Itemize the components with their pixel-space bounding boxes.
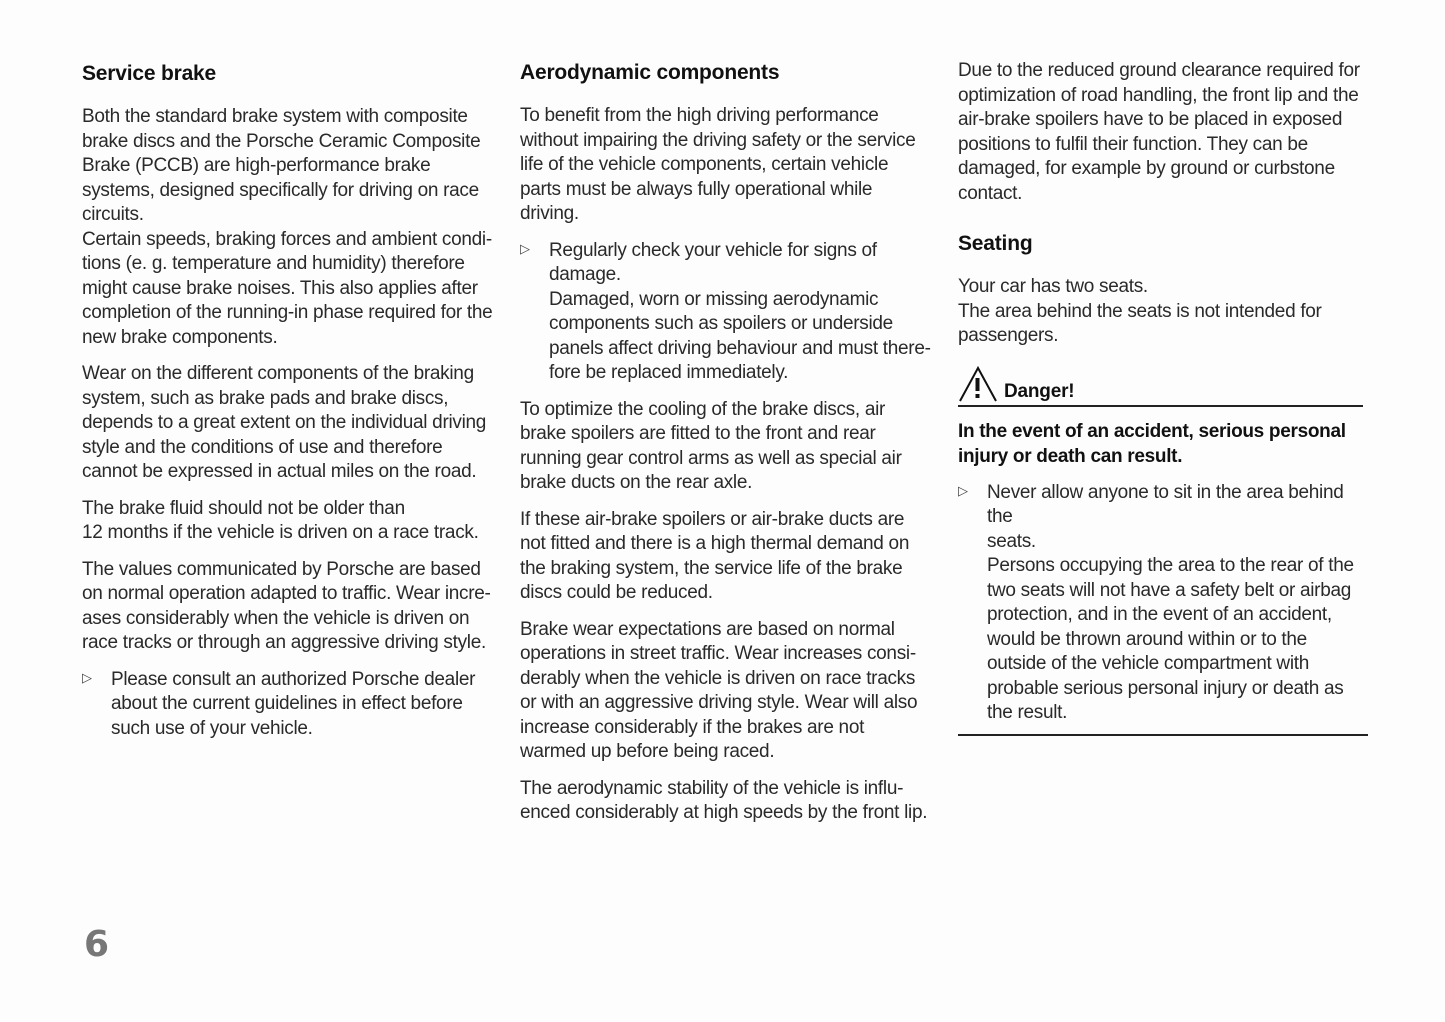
- text-line: life of the vehicle components, certain vehicle: [520, 154, 889, 175]
- text-line: To benefit from the high driving performance: [520, 105, 879, 126]
- text-line: not fitted and there is a high thermal demand on: [520, 533, 910, 554]
- bullet-triangle-icon: ▷: [520, 240, 530, 256]
- text-line: tions (e. g. temperature and humidity) therefore: [82, 253, 465, 274]
- text-line: the result.: [987, 702, 1068, 723]
- text-line: If these air-brake spoilers or air-brake ducts are: [520, 508, 905, 530]
- service-brake-paragraph-1: [82, 105, 497, 350]
- ground-clearance-paragraph: [958, 59, 1373, 206]
- text-line: might cause brake noises. This also applies after: [82, 277, 478, 299]
- danger-header: [958, 365, 1363, 407]
- page-number: 6: [84, 924, 110, 965]
- danger-warning-text: [958, 419, 1373, 469]
- aerodynamic-instruction: [520, 239, 935, 386]
- text-line: Both the standard brake system with composite: [82, 106, 468, 127]
- column-seating: [958, 0, 1373, 736]
- service-brake-heading: Service brake: [82, 62, 217, 85]
- seating-heading: Seating: [958, 232, 1033, 255]
- text-line: probable serious personal injury or death as: [987, 677, 1344, 699]
- text-line: brake spoilers are fitted to the front and rear: [520, 423, 876, 444]
- text-line: running gear control arms as well as special air: [520, 447, 902, 469]
- danger-end-rule: [958, 734, 1368, 736]
- text-line: 12 months if the vehicle is driven on a race track.: [82, 522, 479, 543]
- text-line: the braking system, the service life of the brake: [520, 557, 903, 579]
- text-line: Certain speeds, braking forces and ambient condi-: [82, 228, 492, 250]
- column-service-brake: [82, 0, 497, 741]
- text-line: In the event of an accident, serious personal: [958, 420, 1346, 442]
- text-line: system, such as brake pads and brake discs,: [82, 387, 449, 409]
- text-line: positions to fulfil their function. They can be: [958, 133, 1308, 155]
- text-line: passengers.: [958, 325, 1059, 346]
- aerodynamic-paragraph-4: [520, 618, 935, 765]
- text-line: optimization of road handling, the front lip and the: [958, 84, 1359, 106]
- text-line: brake discs and the Porsche Ceramic Composite: [82, 130, 481, 152]
- text-line: increase considerably if the brakes are not: [520, 716, 865, 738]
- text-line: cannot be expressed in actual miles on the road.: [82, 461, 477, 482]
- text-line: new brake components.: [82, 326, 278, 348]
- text-line: fore be replaced immediately.: [549, 362, 789, 383]
- seating-paragraph: [958, 275, 1373, 349]
- text-line: race tracks or through an aggressive driving style.: [82, 632, 486, 653]
- text-line: style and the conditions of use and therefore: [82, 436, 443, 458]
- aerodynamic-paragraph-5: [520, 777, 935, 826]
- text-line: The aerodynamic stability of the vehicle is influ-: [520, 777, 904, 799]
- service-brake-paragraph-3: [82, 497, 497, 546]
- column-aerodynamic: [520, 0, 935, 826]
- text-line: To optimize the cooling of the brake discs, air: [520, 398, 886, 420]
- text-line: The area behind the seats is not intended for: [958, 300, 1322, 322]
- service-brake-instruction: [82, 668, 497, 742]
- text-line: about the current guidelines in effect before: [111, 693, 463, 714]
- text-line: components such as spoilers or underside: [549, 313, 893, 334]
- text-line: Damaged, worn or missing aerodynamic: [549, 288, 879, 310]
- text-line: driving.: [520, 203, 579, 224]
- service-brake-paragraph-2: [82, 362, 497, 485]
- bullet-triangle-icon: ▷: [958, 482, 968, 498]
- aerodynamic-heading: Aerodynamic components: [520, 61, 780, 84]
- text-line: completion of the running-in phase required for the: [82, 302, 493, 323]
- text-line: such use of your vehicle.: [111, 717, 313, 739]
- text-line: derably when the vehicle is driven on race tracks: [520, 667, 916, 689]
- text-line: enced considerably at high speeds by the front lip.: [520, 802, 928, 823]
- text-line: ases considerably when the vehicle is driven on: [82, 607, 470, 629]
- text-line: brake ducts on the rear axle.: [520, 472, 753, 493]
- text-line: The values communicated by Porsche are based: [82, 558, 481, 580]
- text-line: Due to the reduced ground clearance required for: [958, 60, 1360, 81]
- aerodynamic-paragraph-1: [520, 104, 935, 227]
- text-line: Regularly check your vehicle for signs of: [549, 239, 877, 261]
- bullet-triangle-icon: ▷: [82, 669, 92, 685]
- text-line: outside of the vehicle compartment with: [987, 653, 1310, 674]
- text-line: parts must be always fully operational while: [520, 178, 873, 200]
- text-line: Brake (PCCB) are high-performance brake: [82, 155, 431, 176]
- text-line: depends to a great extent on the individual driving: [82, 412, 487, 433]
- text-line: air-brake spoilers have to be placed in exposed: [958, 109, 1343, 130]
- text-line: warmed up before being raced.: [520, 741, 775, 762]
- text-line: Your car has two seats.: [958, 276, 1148, 297]
- text-line: without impairing the driving safety or the service: [520, 129, 916, 151]
- text-line: would be thrown around within or to the: [987, 628, 1307, 650]
- text-line: systems, designed specifically for driving on race: [82, 179, 479, 201]
- text-line: discs could be reduced.: [520, 582, 713, 603]
- text-line: seats.: [987, 530, 1036, 552]
- text-line: panels affect driving behaviour and must there-: [549, 337, 931, 359]
- seating-instruction: [958, 481, 1373, 726]
- service-brake-paragraph-4: [82, 558, 497, 656]
- text-line: Wear on the different components of the braking: [82, 363, 474, 384]
- text-line: two seats will not have a safety belt or airbag: [987, 579, 1351, 601]
- text-line: The brake fluid should not be older than: [82, 497, 405, 519]
- warning-triangle-icon: [958, 365, 1000, 403]
- text-line: damaged, for example by ground or curbstone: [958, 158, 1335, 179]
- danger-label: Danger!: [1004, 380, 1075, 402]
- text-line: Never allow anyone to sit in the area behind the: [987, 481, 1344, 527]
- text-line: Brake wear expectations are based on normal: [520, 618, 895, 640]
- text-line: protection, and in the event of an accident,: [987, 604, 1332, 625]
- text-line: damage.: [549, 264, 621, 285]
- text-line: Please consult an authorized Porsche dealer: [111, 668, 476, 690]
- text-line: injury or death can result.: [958, 445, 1183, 467]
- aerodynamic-paragraph-2: [520, 398, 935, 496]
- text-line: Persons occupying the area to the rear of the: [987, 555, 1354, 576]
- aerodynamic-paragraph-3: [520, 508, 935, 606]
- text-line: contact.: [958, 182, 1023, 204]
- text-line: operations in street traffic. Wear increases consi-: [520, 643, 916, 664]
- text-line: or with an aggressive driving style. Wear will also: [520, 692, 918, 713]
- text-line: circuits.: [82, 204, 144, 225]
- text-line: on normal operation adapted to traffic. Wear incre-: [82, 583, 491, 604]
